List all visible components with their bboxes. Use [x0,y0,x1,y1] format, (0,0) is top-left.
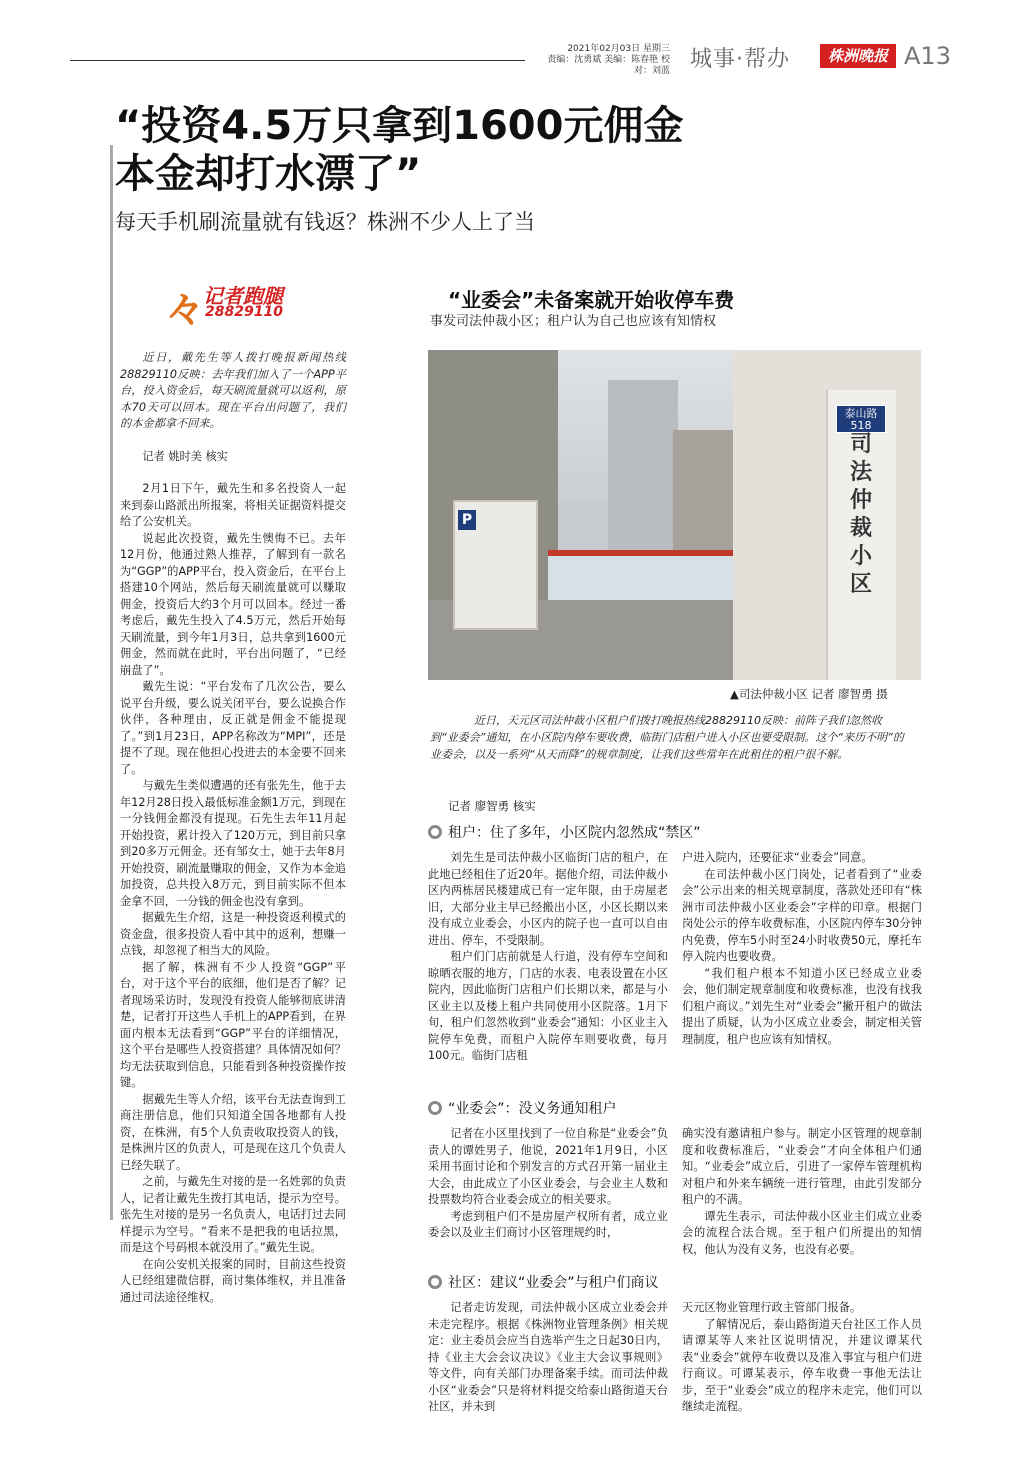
reporter-hotline-badge [165,278,325,333]
section-name: 城事·帮办 [690,47,790,72]
community-name-sign: 司法仲裁小区 [849,431,872,597]
main-paragraph: 在向公安机关报案的同时，目前这些投资人已经组建微信群，商讨集体维权，并且准备通过司法途径维权。 [120,1257,346,1304]
photo-caption: ▲司法仲裁小区 记者 廖智勇 摄 [730,687,888,701]
section-paragraph: 户进入院内，还要征求“业委会”同意。 [682,851,873,864]
bullet-circle-icon [428,1275,442,1289]
header-rule [70,60,525,61]
news-photo [428,350,921,680]
section-2-right-column [682,1126,922,1258]
side-byline: 记者 廖智勇 核实 [448,799,536,813]
main-paragraph: 戴先生说：“平台发布了几次公告，要么说平台升级，要么说关闭平台，要么说换合作伙伴，各种理由，反正就是佣金不能提现了。”到1月23日，APP名称改为“MPI”，还是提不了现。现在他担心投进去的本金要不回来了。 [120,680,346,776]
section-paragraph: “我们租户根本不知道小区已经成立业委会，他们制定规章制度和收费标准，也没有找我们租户商议。”刘先生对“业委会”撇开租户的做法提出了质疑，认为小区成立业委会，制定相关管理制度，租户也应该有知情权。 [682,966,922,1046]
main-paragraph: 与戴先生类似遭遇的还有张先生，他于去年12月28日投入最低标准金额1万元，到现在一分钱佣金都没有提现。石先生去年11月起开始投资，累计投入了120万元，到目前只拿到20多万元佣金。还有邹女士，她于去年8月开始投资，刷流量赚取的佣金，又作为本金追加投资，总共投入8万元，到目前实际不但本金拿不回，一分钱的佣金也没有拿到。 [120,779,346,908]
section-paragraph: 记者在小区里找到了一位自称是“业委会”负责人的谭姓男子，他说，2021年1月9日，小区采用书面讨论和个别发言的方式召开第一届业主大会，由此成立了小区业委会，与会业主人数和投票数均符合业委会成立的相关要求。 [428,1127,668,1206]
main-paragraph: 说起此次投资，戴先生懊悔不已。去年12月份，他通过熟人推荐，了解到有一款名为“GGP”的APP平台，投入资金后，在平台上搭建10个网站，然后每天刷流量就可以赚取佣金，投资后大约3个月可以回本。经过一番考虑后，戴先生投入了4.5万元，然后开始每天刷流量，到今年1月3日，总共拿到1600元佣金，然而就在此时，平台出问题了，“已经崩盘了”。 [120,531,346,677]
section-paragraph: 谭先生表示，司法仲裁小区业主们成立业委会的流程合法合规。至于租户们所提出的知情权，他认为没有义务，也没有必要。 [682,1209,922,1256]
badge-title: 记者跑腿 [203,284,283,308]
page-number: A13 [904,42,951,70]
main-paragraph: 据戴先生介绍，这是一种投资返利模式的资金盘，很多投资人看中其中的返利，想赚一点钱，却忽视了相当大的风险。 [120,911,346,957]
section-3-left-column [428,1300,668,1416]
section-paragraph: 确实没有邀请租户参与。制定小区管理的规章制度和收费标准后，“业委会”才向全体租户们通知。“业委会”成立后，引进了一家停车管理机构对租户和外来车辆统一进行管理，由此引发部分租户的不满。 [682,1127,922,1206]
main-paragraph: 据了解，株洲有不少人投资“GGP”平台，对于这个平台的底细，他们是否了解？记者现场采访时，发现没有投资人能够彻底讲清楚，记者打开这些人手机上的APP看到，在界面内根本无法看到“GGP”平台的详细情况，这个平台是哪些人投资搭建？具体情况如何？均无法获取到信息，只能看到各种投资操作按键。 [120,960,346,1089]
bullet-circle-icon [428,1101,442,1115]
section-heading-committee: “业委会”：没义务通知租户 [428,1098,617,1118]
subheadline: 每天手机刷流量就有钱返？株洲不少人上了当 [115,210,535,234]
address-plate: 泰山路 518 [836,405,886,433]
headline [115,102,815,198]
section-1-right-column [682,850,922,1048]
section-paragraph: 在司法仲裁小区门岗处，记者看到了“业委会”公示出来的相关规章制度，落款处还印有“株洲市司法仲裁小区业委会”字样的印章。根据门岗处公示的停车收费标准，小区院内停车30分钟内免费，停车5小时至24小时收费50元，摩托车停入院内也要收费。 [682,867,922,963]
side-article-subtitle: 事发司法仲裁小区；租户认为自己也应该有知情权 [430,314,717,329]
headline-line-2: 本金却打水漂了” [115,151,422,197]
parking-sign-icon: P [458,510,476,530]
side-article-title: “业委会”未备案就开始收停车费 [448,288,735,312]
section-2-left-column [428,1126,668,1242]
headline-line-1: “投资4.5万只拿到1600元佣金 [115,103,684,149]
main-lead: 近日，戴先生等人拨打晚报新闻热线28829110反映：去年我们加入了一个APP平台，投入资金后，每天刷流量就可以返利，原本70天可以回本。现在平台出问题了，我们的本金都拿不回来。 [120,351,346,430]
section-heading-community: 社区：建议“业委会”与租户们商议 [428,1272,659,1292]
main-paragraph: 据戴先生等人介绍，该平台无法查询到工商注册信息，他们只知道全国各地都有人投资，在株洲，有5个人负责收取投资人的钱，是株洲片区的负责人，可是现在这几个负责人已经失联了。 [120,1092,346,1172]
main-paragraph: 之前，与戴先生对接的是一名姓郭的负责人，记者让戴先生拨打其电话，提示为空号。张先生对接的是另一名负责人，电话打过去同样提示为空号。“看来不是把我的电话拉黑，而是这个号码根本就没用了。”戴先生说。 [120,1175,346,1254]
section-paragraph: 考虑到租户们不是房屋产权所有者，成立业委会以及业主们商讨小区管理规约时， [428,1209,668,1239]
parking-barrier [548,550,748,600]
issue-date: 2021年02月03日 星期三 [567,44,670,54]
main-byline: 记者 姚时美 核实 [142,449,228,463]
main-paragraph: 2月1日下午，戴先生和多名投资人一起来到泰山路派出所报案，将相关证据资料提交给了公安机关。 [120,482,346,528]
editors-line: 责编：沈勇斌 美编：陈春艳 校对：刘蓝 [547,55,670,76]
section-paragraph: 记者走访发现，司法仲裁小区成立业委会并未走完程序。根据《株洲物业管理条例》相关规定：业主委员会应当自选举产生之日起30日内，持《业主大会会议决议》《业主大会议事规则》等文件，向有关部门办理备案手续。而司法仲裁小区“业委会”只是将材料提交给泰山路街道天台社区，并未到 [428,1301,668,1413]
header-meta [540,44,670,77]
bullet-circle-icon [428,825,442,839]
main-article-body [120,350,346,1306]
section-paragraph: 刘先生是司法仲裁小区临街门店的租户，在此地已经租住了近20年。据他介绍，司法仲裁小区内两栋居民楼建成已有一定年限，由于房屋老旧，大部分业主早已经搬出小区，小区长期以来没有成立业委会，小区内的院子也一直可以自由进出、停车，不受限制。 [428,851,668,947]
side-lead: 近日，天元区司法仲裁小区租户们拨打晚报热线28829110反映：前阵子我们忽然收到“业委会”通知，在小区院内停车要收费，临街门店租户进入小区也要受限制。这个“来历不明”的业委会，以及一系列“从天而降”的规章制度，让我们这些常年在此租住的租户很不解。 [430,714,904,761]
section-1-left-column [428,850,668,1065]
newspaper-logo: 株洲晚报 [820,44,896,68]
section-3-right-column [682,1300,922,1416]
column-rule [110,145,113,1220]
section-paragraph: 租户们门店前就是人行道，没有停车空间和晾晒衣服的地方，门店的水表、电表设置在小区院内，因此临街门店租户们长期以来，都是与小区业主以及楼上租户共同使用小区院落。1月下旬，租户们忽然收到“业委会”通知：小区业主入院停车免费，而租户入院停车则要收费，每月100元。临街门店租 [428,950,668,1062]
section-heading-tenants: 租户：住了多年，小区院内忽然成“禁区” [428,822,701,842]
section-paragraph: 了解情况后，泰山路街道天台社区工作人员请谭某等人来社区说明情况，并建议谭某代表“业委会”就停车收费以及准入事宜与租户们进行商议。可谭某表示，停车收费一事他无法让步，至于“业委会”成立的程序未走完，他们可以继续走流程。 [682,1317,922,1413]
badge-phone: 28829110 [205,304,283,320]
runner-icon: 々 [165,287,205,333]
section-paragraph: 天元区物业管理行政主管部门报备。 [682,1301,862,1314]
